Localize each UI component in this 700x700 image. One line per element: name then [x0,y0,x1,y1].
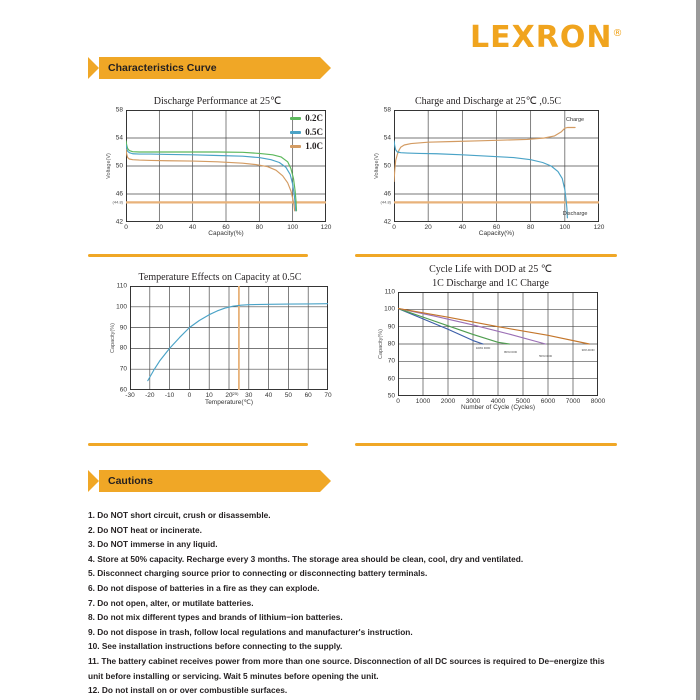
chart-1-x-axis-label: Capacity(%) [208,230,244,237]
chart-2-svg [394,110,599,222]
x-tick-label: -20 [145,392,155,399]
x-tick-label: 120 [320,224,332,231]
x-tick-label: 50 [284,392,293,399]
x-tick-label: 70 [324,392,332,399]
chart-4-x-axis-label: Number of Cycle (Cycles) [460,404,536,411]
chart-annotation: 80% DOD [504,349,517,354]
legend-swatch-icon [290,117,301,120]
chart-4-svg [398,292,598,396]
y-tick-label: 50 [383,162,391,170]
y-tick-label: 60 [119,386,127,394]
y-tick-label: 100 [384,305,395,313]
chart-annotation: 50% DOD [539,354,552,359]
y-tick-label: 70 [387,357,395,365]
chart-charge-and-discharge [368,96,608,237]
x-tick-label: -10 [164,392,175,399]
chart-discharge-performance [100,96,335,237]
caution-item: 3. Do NOT immerse in any liquid. [88,539,218,550]
x-tick-label: 0 [187,392,192,399]
chart-2-title: Charge and Discharge at 25℃ ,0.5C [414,96,562,107]
y-tick-label: 42 [383,218,391,226]
y-tick-label: 110 [116,282,127,290]
caution-item: 10. See installation instructions before connecting to the supply. [88,641,343,652]
y-tick-label: 100 [116,303,127,311]
caution-item: 5. Disconnect charging source prior to connecting or disconnecting battery terminals. [88,568,428,579]
chart-1-legend [290,113,323,151]
chart-3-y-axis-label: Capacity(%) [109,323,116,353]
y-tick-label: 50 [387,392,395,400]
chart-cycle-life-dod [368,264,613,411]
y-tick-label: 80 [119,344,127,352]
divider-row1-left [88,254,308,257]
y-tick-label: 80 [387,340,395,348]
x-tick-label: 0 [396,398,400,405]
lexron-logo [470,20,623,55]
x-tick-label: 60 [492,224,501,231]
y-tick-label: 54 [383,134,391,142]
chart-2-x-axis-label: Capacity(%) [478,230,515,237]
x-tick-label: 120 [593,224,605,231]
legend-item [290,141,323,151]
y-tick-label: 54 [115,134,123,142]
x-tick-label: 20 [225,392,233,399]
chart-4-title: Cycle Life with DOD at 25 ℃ [429,264,552,275]
temperature-marker-label: (25) [231,391,239,396]
caution-item: 6. Do not dispose of batteries in a fire as they can explode. [88,582,320,593]
caution-item: 7. Do not open, alter, or mutilate batteries. [88,597,254,608]
caution-item: 9. Do not dispose in trash, follow local regulations and manufacturer's instruction. [88,626,413,637]
y-tick-label: 110 [384,288,395,296]
y-tick-label: 90 [387,323,395,331]
caution-item: 8. Do not mix different types and brands of lithium−ion batteries. [88,612,343,623]
legend-label: 1.0C [305,141,323,151]
x-tick-label: 2000 [440,398,456,405]
legend-item [290,127,323,137]
x-tick-label: 5000 [515,398,531,405]
y-tick-label: 58 [383,106,391,114]
y-tick-label: 60 [387,375,395,383]
y-tick-label: 58 [115,106,123,114]
x-tick-label: 20 [424,224,432,231]
legend-label: 0.5C [305,127,323,137]
x-tick-label: 10 [205,392,213,399]
characteristics-curve-banner [88,57,320,79]
x-tick-label: 100 [559,224,571,231]
y-tick-label: 46 [115,190,123,198]
y-tick-label: 46 [383,190,391,198]
x-tick-label: 8000 [590,398,606,405]
y-tick-label: 42 [115,218,123,226]
x-tick-label: 40 [189,224,197,231]
page-right-edge [696,0,700,700]
x-tick-label: 1000 [415,398,431,405]
chart-annotation: Discharge [562,210,588,217]
y-tick-label: 90 [119,324,127,332]
caution-item: 2. Do NOT heat or incinerate. [88,524,202,535]
cutoff-voltage-label: (44.8) [380,199,391,205]
chart-1-y-axis-label: Voltage(V) [105,153,112,179]
chart-4-subtitle: 1C Discharge and 1C Charge [432,278,549,289]
y-tick-label: 70 [119,365,127,373]
chart-temperature-effects [100,272,340,406]
chart-3-title: Temperature Effects on Capacity at 0.5C [138,272,302,283]
legend-swatch-icon [290,131,301,134]
chart-2-y-axis-label: Voltage(V) [373,153,380,179]
divider-row2-right [355,443,617,446]
y-tick-label: 50 [115,162,123,170]
logo-text: LEXRON [470,20,613,55]
x-tick-label: 0 [124,224,128,231]
caution-item: 11. The battery cabinet receives power from more than one source. Disconnection of all DC sources is required to De−energize this unit before installing or servicing. Wait 5 minutes before opening the unit. [88,655,605,681]
cautions-banner [88,470,320,492]
chart-3-plot [109,282,332,399]
legend-swatch-icon [290,145,301,148]
x-tick-label: 40 [458,224,466,231]
chart-annotation: Charge [566,116,585,123]
chart-annotation: 30% DOD [581,348,595,353]
x-tick-label: -30 [125,392,135,399]
caution-item: 4. Store at 50% capacity. Recharge every 3 months. The storage area should be clean, cool, dry and ventilated. [88,553,524,564]
legend-label: 0.2C [305,113,323,123]
x-tick-label: 6000 [540,398,556,405]
cautions-list [88,508,618,698]
page-right-edge-inner [693,0,696,700]
x-tick-label: 100 [287,224,299,231]
x-tick-label: 80 [527,224,535,231]
cautions-banner-label: Cautions [108,475,153,487]
divider-row2-left [88,443,308,446]
legend-item [290,113,323,123]
chart-4-y-axis-label: Capacity(%) [377,329,384,359]
characteristics-curve-banner-label: Characteristics Curve [108,62,217,74]
x-tick-label: 0 [392,224,396,231]
divider-row1-right [355,254,617,257]
caution-item: 12. Do not install on or over combustible surfaces. [88,685,288,696]
x-tick-label: 7000 [565,398,581,405]
x-tick-label: 80 [255,224,263,231]
chart-1-plot [105,106,332,231]
chart-1-title: Discharge Performance at 25℃ [153,96,282,107]
cutoff-voltage-label: (44.8) [112,199,123,205]
registered-trademark-icon: ® [612,28,624,39]
x-tick-label: 4000 [490,398,506,405]
x-tick-label: 20 [155,224,163,231]
x-tick-label: 3000 [465,398,481,405]
chart-3-x-axis-label: Temperature(℃) [204,399,254,406]
chart-3-svg [130,286,328,390]
chart-annotation: 100% DOD [475,346,491,351]
x-tick-label: 30 [245,392,253,399]
x-tick-label: 60 [304,392,312,399]
caution-item: 1. Do NOT short circuit, crush or disassemble. [88,510,271,520]
chart-4-plot [377,288,606,405]
chart-2-plot [373,106,605,231]
x-tick-label: 40 [264,392,273,399]
x-tick-label: 60 [222,224,230,231]
